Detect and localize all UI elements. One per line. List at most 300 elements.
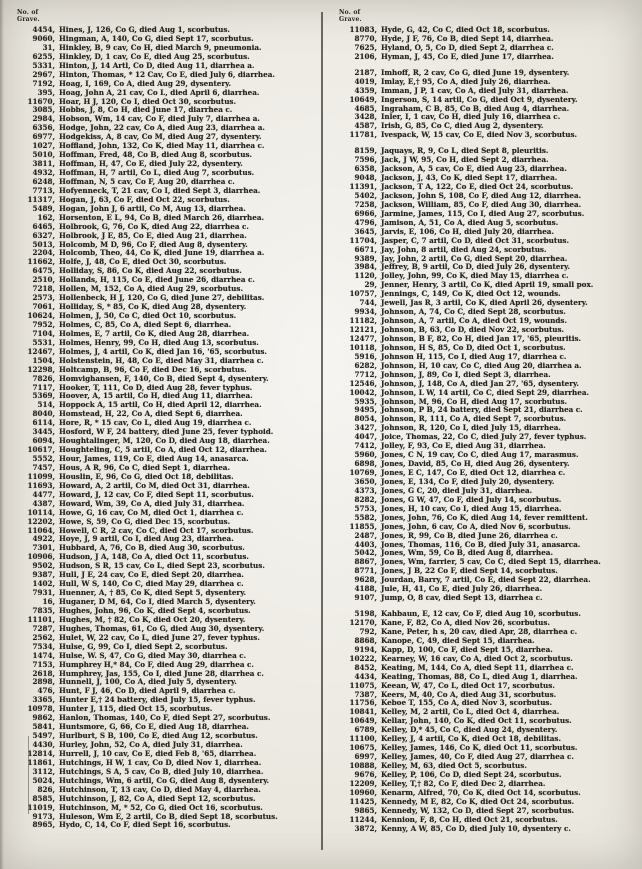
- grave-number: 10757,: [349, 289, 377, 299]
- grave-description: Kane, F, 82, Co A, died Nov 26, scorbutus.: [381, 618, 550, 627]
- grave-description: Johnson, H, 10 cav, Co C, died Aug 20, diarrhea a.: [381, 360, 582, 370]
- grave-description: Johnson, R, 120, Co I, died July 15, diarrhea.: [381, 423, 561, 433]
- grave-number: 4454,: [32, 25, 55, 34]
- grave-description: Hutchings, S A, 5 cav, Co B, died July 10, diarrhea.: [59, 766, 264, 776]
- grave-description: Johnson, J, 89, Co I, died Sept 3, diarrhea.: [381, 369, 551, 379]
- grave-description: Hughes, M, † 82, Co K, died Oct 20, dysentery.: [59, 614, 246, 624]
- grave-description: Hulet, W, 22 cav, Co L, died June 27, fever typhus.: [59, 632, 260, 642]
- grave-description: Hutchinson, J, 82, Co A, died Sept 12, scorbutus.: [59, 793, 256, 803]
- grave-description: Imlay, E,† 95, Co A, died July 26, diarrhea.: [381, 76, 551, 86]
- grave-number: 4430,: [32, 740, 55, 749]
- grave-number: 1474,: [32, 650, 55, 660]
- grave-description: Hinton, J, 14 Artl, Co D, died Aug 11, diarrhea a.: [59, 60, 255, 70]
- grave-number: 2618,: [32, 668, 55, 678]
- grave-number: 7457,: [32, 462, 55, 472]
- scan-edge-shading: [0, 0, 4, 869]
- grave-description: Johnson, B F, 82, Co H, died Jan 17, '65, pleuritis.: [381, 333, 582, 343]
- grave-number: 9389,: [354, 253, 377, 263]
- grave-number: 7412,: [354, 441, 377, 451]
- grave-description: Holmen, J, 50, Co C, died Oct 10, scorbutus.: [59, 311, 237, 320]
- grave-number: 7387,: [354, 689, 377, 699]
- grave-description: Jump, O, 8 cav, died Sept 13, diarrhea c.: [381, 593, 543, 603]
- grave-number: 2106,: [354, 51, 377, 61]
- grave-number: 5402,: [354, 190, 377, 200]
- grave-description: Hudson, J A, 148, Co A, died Oct 11, scorbutus.: [59, 552, 249, 562]
- grave-description: Kane, Peter, h s, 20 cav, died Apr, 28, diarrhea c.: [381, 626, 578, 636]
- grave-description: Hyland, O, 5, Co D, died Sept 2, diarrhea c.: [381, 42, 554, 52]
- grave-description: Johnson, L W, 14 artil, Co C, died Sept 29, diarrhea.: [381, 387, 589, 397]
- grave-description: Ingraham, C B, 85, Co B, died Aug 4, diarrhea.: [381, 103, 570, 113]
- grave-number: 11244,: [349, 814, 377, 824]
- grave-description: Hines, J, 126, Co G, died Aug 1, scorbutus.: [59, 25, 230, 34]
- grave-number: 11075,: [349, 680, 377, 690]
- grave-description: Kennedy, M E, 82, Co K, died Oct 24, scorbutus.: [381, 796, 575, 806]
- grave-number: 11693,: [27, 480, 55, 490]
- grave-number: 11391,: [349, 182, 377, 191]
- grave-number: 12298,: [27, 364, 55, 374]
- grave-number: 6465,: [32, 221, 55, 231]
- grave-number: 8771,: [354, 566, 377, 576]
- grave-description: Kenarm, Alfred, 70, Co K, died Oct 14, scorbutus.: [381, 787, 581, 797]
- grave-entry: [8, 821, 318, 830]
- grave-description: Jenner, Henry, 3 artil, Co K, died April 19, small pox.: [381, 280, 594, 290]
- grave-number: 5552,: [32, 454, 55, 463]
- grave-description: Johnson, J, 148, Co A, died Jan 27, '65, dysentery.: [381, 378, 579, 388]
- grave-number: 10649,: [349, 94, 377, 104]
- grave-description: Keean, W, 47, Co L, died Oct 17, scorbutus.: [381, 680, 555, 690]
- grave-number: 10960,: [349, 787, 377, 797]
- grave-description: Hyman, J, 45, Co E, died June 17, diarrhea.: [381, 51, 554, 61]
- grave-number: 12467,: [27, 346, 55, 356]
- grave-number: 6977,: [32, 132, 55, 142]
- grave-description: Johnson, R, 111, Co A, died Sept 7, scorbutus.: [381, 414, 567, 424]
- grave-number: 7596,: [354, 155, 377, 165]
- grave-entries-right: [330, 26, 640, 834]
- grave-number: 7625,: [354, 42, 377, 52]
- grave-number: 5013,: [32, 239, 55, 249]
- grave-number: 792,: [359, 626, 377, 636]
- grave-description: Hurrell, J, 10 cav, Co E, died Feb 8, '65, diarrhea.: [59, 748, 257, 758]
- grave-description: Jack, J W, 95, Co H, died Sept 2, diarrhea.: [381, 155, 549, 165]
- grave-number: 6114,: [32, 418, 55, 428]
- grave-number: 4188,: [354, 584, 377, 594]
- grave-number: 1120,: [354, 271, 377, 281]
- grave-description: Hubbard, A, 76, Co B, died Aug 30, scorbutus.: [59, 543, 245, 553]
- grave-description: Jones, R, 99, Co B, died June 26, diarrhea c.: [381, 530, 558, 540]
- grave-description: Hoar, H J, 120, Co I, died Oct 30, scorbutus.: [59, 96, 236, 106]
- grave-description: Hinkley, D, 1 cav, Co E, died Aug 25, scorbutus.: [59, 51, 250, 61]
- grave-number: 7153,: [32, 659, 55, 669]
- grave-number: 9048,: [354, 173, 377, 183]
- grave-number: 9387,: [32, 570, 55, 580]
- grave-description: Kapp, D, 100, Co F, died Sept 15, diarrhea.: [381, 644, 553, 654]
- grave-description: Hodgekiss, A, 8 cav, Co M, died Aug 27, dysentery.: [59, 132, 262, 142]
- grave-number: 744,: [359, 298, 377, 308]
- grave-description: Hoffman, Fred, 48, Co B, died Aug 8, scorbutus.: [59, 150, 252, 160]
- grave-number: 7835,: [32, 605, 55, 615]
- grave-number: 7952,: [32, 319, 55, 329]
- grave-description: Hosford, W F, 24 battery, died June 25, fever typhoid.: [59, 427, 274, 437]
- grave-description: Hour, James, 119, Co E, died Aug 14, anasarca.: [59, 454, 249, 463]
- grave-description: Howell, C R, 2 cav, Co C, died Oct 17, scorbutus.: [59, 525, 254, 535]
- grave-number: 6356,: [32, 123, 55, 133]
- grave-description: Holstenstein, H, 48, Co E, died May 31, diarrhea c.: [59, 355, 264, 365]
- grave-description: Imman, J P, 1 cav, Co A, died July 31, diarrhea.: [381, 85, 569, 95]
- grave-description: Hoover, A, 15 artil, Co H, died Aug 11, diarrhea.: [59, 391, 253, 401]
- grave-number: 12546,: [349, 378, 377, 388]
- grave-description: Hogan, J, 63, Co F, died Oct 22, scorbutus.: [59, 194, 230, 204]
- grave-number: 8159,: [354, 146, 377, 156]
- grave-description: Holbrook, J E, 85, Co E, died Aug 21, diarrhea.: [59, 230, 247, 240]
- grave-number: 10118,: [349, 342, 377, 352]
- grave-entries-left: [8, 26, 318, 830]
- grave-description: Hunter E,† 24 battery, died July 15, fever typhus.: [59, 695, 256, 705]
- grave-number: 6248,: [32, 176, 55, 186]
- grave-description: Irish, G, 85, Co C, died Aug 2, dysentery.: [381, 121, 544, 131]
- grave-description: Hanlon, Thomas, 140, Co F, died Sept 27, scorbutus.: [59, 713, 271, 723]
- grave-description: Hoffman, H, 47, Co E, died July 22, dysentery.: [59, 159, 243, 169]
- grave-number: 11425,: [349, 796, 377, 806]
- grave-entry: [330, 53, 640, 62]
- grave-list-column-left: [8, 9, 318, 830]
- grave-number: 8770,: [354, 33, 377, 43]
- grave-description: Humphrey H,* 84, Co F, died Aug 29, diarrhea c.: [59, 659, 254, 669]
- grave-description: Kelley, James, 40, Co F, died Aug 27, diarrhea c.: [381, 752, 574, 762]
- grave-description: Kenny, A W, 85, Co D, died July 10, dysentery c.: [381, 823, 571, 833]
- grave-description: Hodge, John, 22 cav, Co A, died Aug 23, diarrhea a.: [59, 123, 265, 133]
- grave-number: 11083,: [349, 25, 377, 34]
- grave-description: Hunnell, J, 100, Co A, died July 5, dysentery.: [59, 677, 237, 687]
- grave-description: Holliday, S, 86, Co K, died Aug 22, scorbutus.: [59, 266, 242, 276]
- grave-number: 10617,: [27, 445, 55, 455]
- grave-description: Holtcamp, B, 96, Co F, died Dec 16, scorbutus.: [59, 364, 247, 374]
- grave-description: Hollen, M, 152, Co A, died Aug 29, scorbutus.: [59, 284, 243, 294]
- grave-number: 4387,: [32, 498, 55, 508]
- grave-number: 12814,: [27, 748, 55, 758]
- grave-description: Inler, I, 1 cav, Co H, died July 16, diarrhea c.: [381, 112, 561, 122]
- grave-number: 3085,: [32, 105, 55, 115]
- grave-description: Howard, Wm, 39, Co A, died July 31, diarrhea.: [59, 498, 245, 508]
- grave-number: 7192,: [32, 78, 55, 88]
- grave-description: Hobson, Wm, 14 cav, Co F, died July 7, diarrhea a.: [59, 114, 260, 124]
- grave-number: 5010,: [32, 150, 55, 160]
- grave-description: Hore, R, * 15 cav, Co L, died Aug 19, diarrhea c.: [59, 418, 252, 428]
- grave-description: Imhoff, R, 2 cav, Co G, died June 19, dysentery.: [381, 67, 570, 77]
- grave-number: 395,: [37, 87, 55, 97]
- grave-number: 6282,: [354, 360, 377, 370]
- grave-description: Hoye, J, 9 artil, Co I, died Aug 23, diarrhea.: [59, 534, 234, 544]
- grave-description: Kennedy, W, 132, Co D, died Sept 27, scorbutus.: [381, 805, 574, 815]
- grave-description: Hull, J E, 24 cav, Co E, died Sept 20, diarrhea.: [59, 570, 244, 580]
- grave-description: Hydo, C, 14, Co F, died Sept 16, scorbutus.: [59, 820, 231, 830]
- grave-description: Holmes, C, 85, Co A, died Sept 6, diarrhea.: [59, 319, 232, 329]
- grave-number: 8452,: [354, 662, 377, 672]
- grave-description: Hughes, Thomas, 61, Co G, died Aug 30, dysentery.: [59, 623, 265, 633]
- grave-description: Huganer, D M, 64, Co I, died March 5, dysentery.: [59, 597, 256, 606]
- grave-number: 2562,: [32, 632, 55, 642]
- grave-description: Jackson, T A, 122, Co E, died Oct 24, scorbutus.: [381, 182, 574, 191]
- grave-number: 5331,: [32, 60, 55, 70]
- grave-number: 11756,: [349, 698, 377, 708]
- grave-number: 9107,: [354, 593, 377, 603]
- grave-number: 6898,: [354, 459, 377, 469]
- grave-description: Humphrey, Jas, 155, Co I, died June 28, diarrhea c.: [59, 668, 264, 678]
- grave-number: 9865,: [354, 805, 377, 815]
- grave-description: Holmes, J, 4 artil, Co K, died Jan 16, '65, scorbutus.: [59, 346, 267, 356]
- grave-number: 2510,: [32, 275, 55, 285]
- grave-description: Hooker, T, 111, Co D, died Aug 28, fever typhus.: [59, 382, 253, 392]
- grave-description: Johnson, H S, 85, Co D, died Oct 1, scorbutus.: [381, 342, 566, 352]
- grave-number: 6475,: [32, 266, 55, 276]
- grave-description: Kelley, M, 63, died Oct 5, scorbutus.: [381, 761, 527, 770]
- grave-number: 8585,: [32, 793, 55, 803]
- grave-number: 11855,: [349, 521, 377, 531]
- grave-entry: [330, 825, 640, 834]
- grave-number: 826,: [37, 784, 55, 794]
- grave-number: 6358,: [354, 164, 377, 174]
- grave-number: 11182,: [349, 316, 377, 326]
- grave-description: Jones, Wm, 59, Co B, died Aug 8, diarrhea.: [381, 548, 553, 558]
- grave-description: Jones, Thomas, 116, Co B, died July 31, anasarca.: [381, 539, 581, 549]
- grave-number: 3445,: [32, 427, 55, 437]
- grave-number: 12121,: [349, 325, 377, 334]
- grave-number: 3365,: [32, 695, 55, 705]
- grave-number: 1027,: [32, 141, 55, 151]
- grave-description: Jule, H, 41, Co E, died July 26, diarrhea.: [381, 584, 543, 594]
- grave-description: Kelley, James, 146, Co K, died Oct 11, scorbutus.: [381, 743, 578, 753]
- grave-description: Jones, David, 85, Co H, died Aug 26, dysentery.: [381, 459, 570, 469]
- grave-description: Jaquays, R, 9, Co L, died Sept 8, pleuritis.: [381, 146, 549, 156]
- grave-number: 4685,: [354, 103, 377, 113]
- grave-number: 3427,: [354, 423, 377, 433]
- grave-number: 11781,: [349, 130, 377, 140]
- grave-number: 8867,: [354, 557, 377, 567]
- grave-description: Johnson, A, 7 artil, Co A, died Oct 19, wounds.: [381, 316, 567, 326]
- grave-number: 5582,: [354, 512, 377, 522]
- grave-number: 4587,: [354, 121, 377, 131]
- grave-number: 7218,: [32, 284, 55, 294]
- grave-list-column-right: [330, 9, 640, 834]
- grave-number: 9495,: [354, 405, 377, 415]
- grave-number: 4359,: [354, 85, 377, 95]
- grave-description: Howe, S, 59, Co G, died Dec 15, scorbutus.: [59, 516, 231, 526]
- grave-number: 8868,: [354, 635, 377, 645]
- grave-description: Hull, W S, 140, Co C, died May 29, diarrhea c.: [59, 579, 244, 589]
- grave-description: Hunter J, 115, died Oct 15, scorbutus.: [59, 704, 213, 714]
- grave-number: 11670,: [27, 96, 55, 106]
- grave-description: Hutchings, H W, 1 cav, Co D, died Nov 1, diarrhea.: [59, 757, 262, 767]
- column-header: [330, 9, 640, 23]
- grave-description: Howard, A, 2 artil, Co M, died Oct 31, diarrhea.: [59, 480, 250, 490]
- grave-description: Jamison, A, 51, Co A, died Aug 5, scorbutus.: [381, 217, 559, 227]
- grave-number: 5531,: [32, 337, 55, 347]
- grave-description: Hogan, John J, 6 artil, Co M, Aug 13, diarrhea.: [59, 203, 246, 213]
- grave-description: Jolley, F, 93, Co E, died Aug 31, diarrhea.: [381, 441, 546, 451]
- grave-number: 7826,: [32, 373, 55, 383]
- grave-number: 7104,: [32, 328, 55, 338]
- grave-description: Horsenton, E L, 94, Co B, died March 26, diarrhea.: [59, 212, 265, 222]
- grave-number: 7117,: [32, 382, 55, 392]
- grave-number: 3984,: [354, 262, 377, 272]
- grave-description: Kelley, T,† 82, Co F, died Dec 2, diarrhea.: [381, 778, 546, 788]
- grave-description: Hulse, W. S, 47, Co G, died May 30, diarrhea c.: [59, 650, 247, 660]
- grave-number: 5042,: [354, 548, 377, 558]
- grave-number: 4403,: [354, 539, 377, 549]
- grave-number: 9173,: [32, 811, 55, 821]
- grave-description: Keating, M, 144, Co A, died Sept 11, diarrhea c.: [381, 662, 574, 672]
- grave-number: 6997,: [354, 752, 377, 762]
- grave-description: Jones, G C, 20, died July 31, diarrhea.: [381, 485, 533, 495]
- grave-entry: [330, 131, 640, 140]
- grave-description: Jones, John, 6 cav, Co A, died Nov 6, scorbutus.: [381, 521, 571, 531]
- grave-description: Jackson, J, 43, Co K, died Sept 17, diarrhea.: [381, 173, 558, 183]
- column-header-line2: Grave.: [17, 16, 40, 23]
- grave-description: Kennion, F, 8, Co H, died Oct 21, scorbutus.: [381, 814, 558, 824]
- grave-description: Holmes, E, 7 artil, Co K, died Aug 28, diarrhea.: [59, 328, 250, 338]
- grave-number: 7713,: [32, 185, 55, 195]
- grave-number: 7287,: [32, 623, 55, 633]
- grave-number: 10114,: [27, 507, 55, 517]
- grave-description: Homvighansen, F, 140, Co B, died Sept 4, dysentery.: [59, 373, 269, 383]
- grave-description: Holfe, J, 48, Co E, died Oct 30, scorbutus.: [59, 257, 227, 267]
- grave-description: Johnson H, 115, Co I, died Aug 17, diarrhea c.: [381, 351, 567, 361]
- grave-number: 8965,: [32, 820, 55, 830]
- grave-number: 10841,: [349, 707, 377, 717]
- grave-number: 11662,: [27, 257, 55, 267]
- grave-number: 10769,: [349, 468, 377, 477]
- grave-number: 10042,: [349, 387, 377, 397]
- grave-number: 4019,: [354, 76, 377, 86]
- grave-number: 162,: [37, 212, 55, 222]
- grave-number: 29,: [364, 280, 377, 290]
- grave-description: Hutchinson, T, 13 cav, Co D, died May 4, diarrhea.: [59, 784, 261, 794]
- grave-number: 12209,: [349, 778, 377, 788]
- grave-number: 3650,: [354, 476, 377, 486]
- grave-number: 9194,: [354, 644, 377, 654]
- grave-number: 10978,: [27, 704, 55, 714]
- column-header-line1: No. of: [339, 9, 361, 16]
- grave-number: 11099,: [27, 471, 55, 481]
- grave-description: Houghtalinger, M, 120, Co D, died Aug 18, diarrhea.: [59, 436, 270, 446]
- grave-description: Hollenbeck, H J, 120, Co G, died June 27, debilitas.: [59, 293, 265, 303]
- column-divider-rule: [321, 12, 323, 850]
- grave-number: 11019,: [27, 802, 55, 812]
- grave-description: Jones, J B, 22 Co F, died Sept 14, scorbutus.: [381, 566, 558, 576]
- grave-number: 5916,: [354, 351, 377, 361]
- grave-description: Huleson, Wm E, 2 artil, Co B, died Sept 18, scorbutus.: [59, 811, 278, 821]
- grave-description: Kelley, M, 2 artil, Co L, died Oct 4, diarrhea.: [381, 707, 560, 717]
- grave-number: 7258,: [354, 199, 377, 209]
- grave-description: Jolley, John, 99, Co K, died May 15, diarrhea c.: [381, 271, 569, 281]
- grave-number: 2187,: [354, 67, 377, 77]
- grave-number: 10888,: [349, 761, 377, 770]
- grave-number: 5935,: [354, 396, 377, 406]
- grave-description: Hoag, John A, 21 cav, Co L, died April 6, diarrhea.: [59, 87, 260, 97]
- grave-description: Keating, Thomas, 88, Co L, died Aug 1, diarrhea.: [381, 671, 578, 681]
- grave-number: 11064,: [27, 525, 55, 535]
- grave-description: Hoffman, H, 7 artil, Co L, died Aug 7, scorbutus.: [59, 168, 255, 177]
- grave-description: Hyde, J F, 76, Co B, died Sept 14, diarrhea.: [381, 33, 554, 43]
- grave-number: 2967,: [32, 69, 55, 79]
- grave-number: 11317,: [27, 194, 55, 204]
- grave-description: Kelley, D,* 45, Co C, died Aug 24, dysentery.: [381, 725, 558, 735]
- grave-description: Johnson, M, 96, Co H, died Aug 17, scorbutus.: [381, 396, 568, 406]
- grave-description: Houslin, E, 96, Co G, died Oct 18, debilitas.: [59, 471, 234, 481]
- grave-description: Keers, M, 40, Co A, died Aug 31, scorbutus.: [381, 689, 557, 699]
- grave-number: 514,: [37, 400, 55, 410]
- grave-number: 10222,: [349, 653, 377, 663]
- grave-number: 9676,: [354, 769, 377, 779]
- grave-number: 3811,: [32, 159, 55, 169]
- grave-number: 6671,: [354, 244, 377, 254]
- grave-number: 8282,: [354, 494, 377, 504]
- grave-number: 8054,: [354, 414, 377, 424]
- grave-description: Homstead, H, 22, Co A, died Sept 6, diarrhea.: [59, 409, 243, 419]
- grave-description: Jones, G W, 47, Co F, died July 14, scorbutus.: [381, 494, 562, 504]
- grave-number: 5753,: [354, 503, 377, 513]
- grave-description: Hulse, G, 99, Co I, died Sept 2, scorbutus.: [59, 641, 228, 651]
- grave-description: Hunt, F J, 46, Co D, died April 9, diarrhea c.: [59, 686, 236, 696]
- grave-number: 6327,: [32, 230, 55, 240]
- grave-description: Jewell, Jas R, 3 artil, Co K, died April 26, dysentery.: [381, 298, 588, 308]
- grave-number: 7534,: [32, 641, 55, 651]
- grave-number: 5024,: [32, 775, 55, 785]
- grave-description: Johnson, A, 74, Co C, died Sept 28, scorbutus.: [381, 307, 566, 317]
- grave-number: 6094,: [32, 436, 55, 446]
- grave-description: Kearney, W, 16 cav, Co A, died Oct 2, scorbutus.: [381, 653, 573, 663]
- grave-description: Jarmine, James, 115, Co I, died Aug 27, scorbutus.: [381, 208, 585, 218]
- grave-number: 5497,: [32, 731, 55, 741]
- grave-description: Huenner, A, † 85, Co K, died Sept 5, dysentery.: [59, 588, 247, 598]
- grave-number: 12477,: [349, 333, 377, 343]
- grave-number: 476,: [37, 686, 55, 696]
- grave-number: 12170,: [349, 618, 377, 627]
- grave-description: Jones, Wm, farrier, 5 cav, Co C, died Sept 15, diarrhea.: [381, 557, 601, 567]
- grave-description: Jones, E, 134, Co F, died July 20, dysentery.: [381, 476, 555, 486]
- grave-description: Johnson, B, 63, Co D, died Nov 22, scorbutus.: [381, 325, 565, 334]
- grave-number: 2487,: [354, 530, 377, 540]
- grave-number: 7712,: [354, 369, 377, 379]
- grave-number: 6966,: [354, 208, 377, 218]
- grave-description: Ivespack, W, 15 cav, Co E, died Nov 3, scorbutus.: [381, 130, 578, 140]
- grave-description: Joice, Thomas, 22, Co C, died July 27, fever typhus.: [381, 432, 587, 442]
- grave-description: Kahbaun, E, 12 cav, Co F, died Aug 10, scorbutus.: [381, 609, 581, 619]
- grave-description: Hoag, I, 169, Co A, died Aug 29, dysentery.: [59, 78, 232, 88]
- grave-description: Kanope, C, 49, died Sept 15, diarrhea.: [381, 635, 535, 645]
- grave-number: 4373,: [354, 485, 377, 495]
- grave-description: Jones, C N, 19 cav, Co C, died Aug 17, marasmus.: [381, 450, 579, 460]
- grave-description: Hutchinson, M, * 52, Co G, died Oct 16, scorbutus.: [59, 802, 263, 812]
- grave-description: Keboe T, 155, Co A, died Nov 3, scorbutus.: [381, 698, 552, 708]
- grave-number: 7301,: [32, 543, 55, 553]
- grave-number: 12202,: [27, 516, 55, 526]
- grave-number: 4434,: [354, 671, 377, 681]
- grave-number: 4922,: [32, 534, 55, 544]
- grave-description: Hous, A R, 96, Co C, died Sept 1, diarrhea.: [59, 462, 230, 472]
- grave-number: 31,: [42, 42, 55, 52]
- grave-number: 4932,: [32, 168, 55, 177]
- grave-description: Jourdan, Barry, 7 artil, Co E, died Sept 22, diarrhea.: [381, 575, 591, 585]
- grave-number: 10649,: [349, 716, 377, 726]
- grave-number: 2898,: [32, 677, 55, 687]
- grave-description: Jasper, C, 7 artil, Co D, died Oct 31, scorbutus.: [381, 235, 569, 245]
- grave-description: Hutchings, Wm, 6 artil, Co G, died Aug 8, dysentery.: [59, 775, 270, 785]
- grave-description: Jones, John, 76, Co K, died Aug 14, fever remittent.: [381, 512, 588, 522]
- grave-description: Hingman, A, 140, Co G, died Sept 17, scorbutus.: [59, 33, 254, 43]
- grave-description: Holcomb, Theo, 44, Co K, died June 19, diarrhea a.: [59, 248, 265, 258]
- grave-number: 10675,: [349, 743, 377, 753]
- grave-number: 5369,: [32, 391, 55, 401]
